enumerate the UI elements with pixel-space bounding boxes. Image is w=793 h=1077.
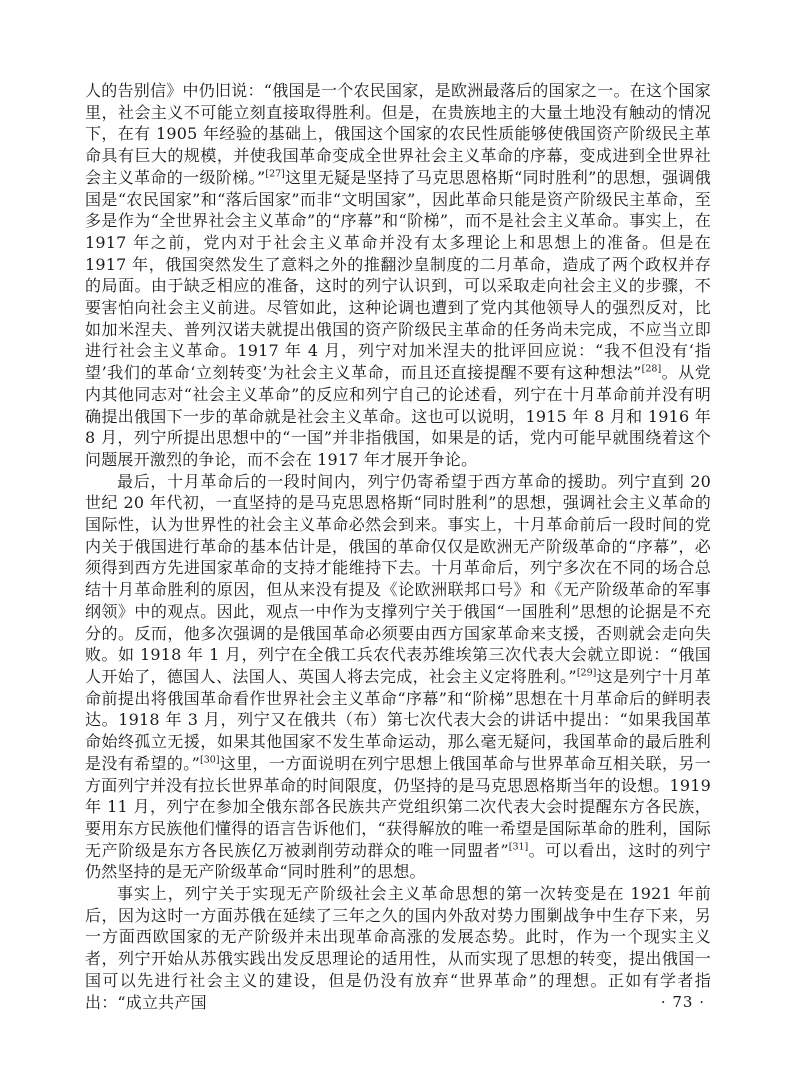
article-body	[85, 80, 711, 1013]
page-number: · 73 ·	[660, 993, 705, 1011]
paragraph: 事实上，列宁关于实现无产阶级社会主义革命思想的第一次转变是在 1921 年前后，因为这时一方面苏俄在延续了三年之久的国内外敌对势力围剿战争中生存下来，另一方面西欧国家的无产阶级并未出现革命高涨的发展态势。此时，作为一个现实主义者，列宁开始从苏俄实践出发反思理论的适用性，从而实现了思想的转变，提出俄国一国可以先进行社会主义的建设，但是仍没有放弃“世界革命”的理想。正如有学者指出：“成立共产国	[85, 884, 711, 1012]
paragraph: 最后，十月革命后的一段时间内，列宁仍寄希望于西方革命的援助。列宁直到 20 世纪 20 年代初，一直坚持的是马克思恩格斯“同时胜利”的思想，强调社会主义革命的国际性，认为世界性的社会主义革命必然会到来。事实上，十月革命前后一段时间的党内关于俄国进行革命的基本估计是，俄国的革命仅仅是欧洲无产阶级革命的“序幕”，必须得到西方先进国家革命的支持才能维持下去。十月革命后，列宁多次在不同的场合总结十月革命胜利的原因，但从来没有提及《论欧洲联邦口号》和《无产阶级革命的军事纲领》中的观点。因此，观点一中作为支撑列宁关于俄国“一国胜利”思想的论据是不充分的。反而，他多次强调的是俄国革命必须要由西方国家革命来支援，否则就会走向失败。如 1918 年 1 月，列宁在全俄工兵农代表苏维埃第三次代表大会就立即说：“俄国人开始了，德国人、法国人、英国人将去完成，社会主义定将胜利。”[29]这是列宁十月革命前提出将俄国革命看作世界社会主义革命“序幕”和“阶梯”思想在十月革命后的鲜明表达。1918 年 3 月，列宁又在俄共（布）第七次代表大会的讲话中提出：“如果我国革命始终孤立无援，如果其他国家不发生革命运动，那么毫无疑问，我国革命的最后胜利是没有希望的。”[30]这里，一方面说明在列宁思想上俄国革命与世界革命互相关联，另一方面列宁并没有拉长世界革命的时间限度，仍坚持的是马克思恩格斯当年的设想。1919 年 11 月，列宁在参加全俄东部各民族共产党组织第二次代表大会时提醒东方各民族，要用东方民族他们懂得的语言告诉他们，“获得解放的唯一希望是国际革命的胜利，国际无产阶级是东方各民族亿万被剥削劳动群众的唯一同盟者”[31]。可以看出，这时的列宁仍然坚持的是无产阶级革命“同时胜利”的思想。	[85, 471, 712, 882]
footnote-marker: [31]	[508, 841, 529, 853]
footnote-marker: [27]	[265, 168, 285, 180]
footnote-marker: [30]	[200, 754, 220, 766]
footnote-marker: [28]	[641, 363, 662, 375]
paragraph: 人的告别信》中仍旧说：“俄国是一个农民国家，是欧洲最落后的国家之一。在这个国家里，社会主义不可能立刻直接取得胜利。但是，在贵族地主的大量土地没有触动的情况下，在有 1905 年经验的基础上，俄国这个国家的农民性质能够使俄国资产阶级民主革命具有巨大的规模，并使我国革命变成全世界社会主义革命的序幕，变成进到全世界社会主义革命的一级阶梯。”[27]这里无疑是坚持了马克思恩格斯“同时胜利”的思想，强调俄国是“农民国家”和“落后国家”而非“文明国家”，因此革命只能是资产阶级民主革命，至多是作为“全世界社会主义革命”的“序幕”和“阶梯”，而不是社会主义革命。事实上，在 1917 年之前，党内对于社会主义革命并没有太多理论上和思想上的准备。但是在 1917 年，俄国突然发生了意料之外的推翻沙皇制度的二月革命，造成了两个政权并存的局面。由于缺乏相应的准备，这时的列宁认识到，可以采取走向社会主义的步骤，不要害怕向社会主义前进。尽管如此，这种论调也遭到了党内其他领导人的强烈反对，比如加米涅夫、普列汉诺夫就提出俄国的资产阶级民主革命的任务尚未完成，不应当立即进行社会主义革命。1917 年 4 月，列宁对加米涅夫的批评回应说：“我不但没有‘指望’我们的革命‘立刻转变’为社会主义革命，而且还直接提醒不要有这种想法”[28]。从党内其他同志对“社会主义革命”的反应和列宁自己的论述看，列宁在十月革命前并没有明确提出俄国下一步的革命就是社会主义革命。这也可以说明，1915 年 8 月和 1916 年 8 月，列宁所提出思想中的“一国”并非指俄国，如果是的话，党内可能早就围绕着这个问题展开激烈的争论，而不会在 1917 年才展开争论。	[85, 81, 711, 469]
footnote-marker: [29]	[576, 667, 597, 679]
